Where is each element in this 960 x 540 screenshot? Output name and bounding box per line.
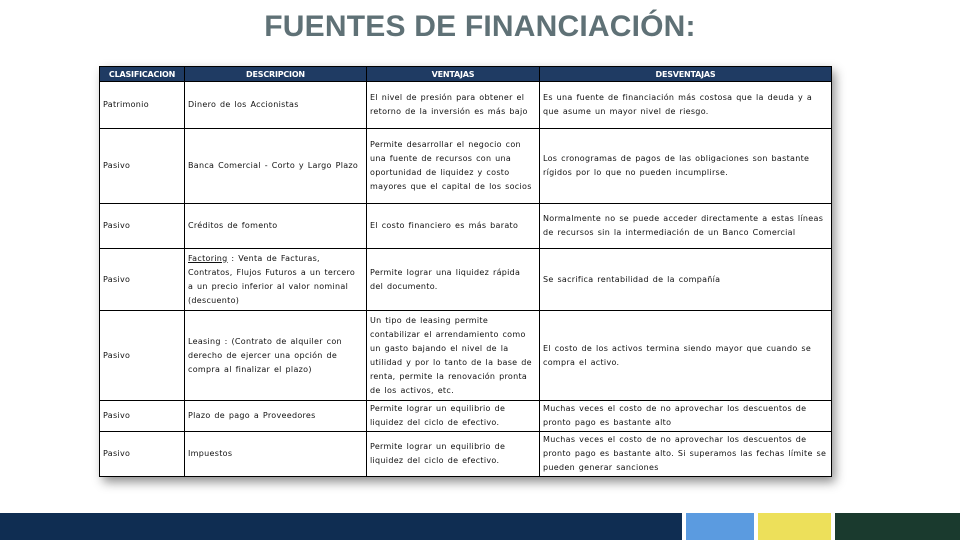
cell-descripcion: Impuestos <box>185 432 367 477</box>
cell-descripcion: Créditos de fomento <box>185 204 367 249</box>
cell-desventajas: El costo de los activos termina siendo mayor que cuando se compra el activo. <box>540 311 832 401</box>
cell-clasificacion: Pasivo <box>100 432 185 477</box>
footer-band <box>0 513 960 540</box>
cell-desventajas: Se sacrifica rentabilidad de la compañía <box>540 249 832 311</box>
cell-descripcion: Banca Comercial - Corto y Largo Plazo <box>185 129 367 204</box>
cell-clasificacion: Patrimonio <box>100 82 185 129</box>
cell-desventajas: Muchas veces el costo de no aprovechar los descuentos de pronto pago es bastante alto <box>540 401 832 432</box>
table-row <box>100 204 832 249</box>
footer-bar-yellow <box>758 513 831 540</box>
cell-descripcion <box>185 249 367 311</box>
cell-ventajas: Permite lograr una liquidez rápida del documento. <box>367 249 540 311</box>
header-ventajas: VENTAJAS <box>367 67 540 82</box>
header-descripcion: DESCRIPCION <box>185 67 367 82</box>
cell-ventajas: El nivel de presión para obtener el retorno de la inversión es más bajo <box>367 82 540 129</box>
cell-descripcion: Leasing : (Contrato de alquiler con derecho de ejercer una opción de compra al finalizar el plazo) <box>185 311 367 401</box>
cell-desventajas: Normalmente no se puede acceder directamente a estas líneas de recursos sin la intermediación de un Banco Comercial <box>540 204 832 249</box>
cell-descripcion: Dinero de los Accionistas <box>185 82 367 129</box>
slide-title: FUENTES DE FINANCIACIÓN: <box>264 10 696 43</box>
cell-ventajas: Permite lograr un equilibrio de liquidez del ciclo de efectivo. <box>367 401 540 432</box>
factoring-term: Factoring <box>188 253 228 263</box>
footer-bar-blue <box>686 513 754 540</box>
table-row <box>100 129 832 204</box>
table-header-row <box>100 67 832 82</box>
cell-desventajas: Los cronogramas de pagos de las obligaciones son bastante rígidos por lo que no pueden incumplirse. <box>540 129 832 204</box>
header-clasificacion: CLASIFICACION <box>100 67 185 82</box>
cell-desventajas: Muchas veces el costo de no aprovechar los descuentos de pronto pago es bastante alto. Si superamos las fechas límite se pueden generar sanciones <box>540 432 832 477</box>
cell-descripcion: Plazo de pago a Proveedores <box>185 401 367 432</box>
cell-ventajas: Un tipo de leasing permite contabilizar el arrendamiento como un gasto bajando el nivel de la utilidad y por lo tanto de la base de renta, permite la renovación pronta de los activos, etc. <box>367 311 540 401</box>
cell-ventajas: Permite lograr un equilibrio de liquidez del ciclo de efectivo. <box>367 432 540 477</box>
cell-clasificacion: Pasivo <box>100 249 185 311</box>
cell-clasificacion: Pasivo <box>100 204 185 249</box>
cell-clasificacion: Pasivo <box>100 311 185 401</box>
table-row <box>100 432 832 477</box>
cell-desventajas: Es una fuente de financiación más costosa que la deuda y a que asume un mayor nivel de riesgo. <box>540 82 832 129</box>
table-row <box>100 311 832 401</box>
financing-table-container <box>99 66 831 477</box>
footer-bar-green <box>835 513 960 540</box>
cell-ventajas: Permite desarrollar el negocio con una fuente de recursos con una oportunidad de liquidez y costo mayores que el capital de los socios <box>367 129 540 204</box>
header-desventajas: DESVENTAJAS <box>540 67 832 82</box>
cell-ventajas: El costo financiero es más barato <box>367 204 540 249</box>
cell-clasificacion: Pasivo <box>100 129 185 204</box>
financing-sources-table <box>99 66 832 477</box>
footer-bar-navy <box>0 513 682 540</box>
table-row <box>100 82 832 129</box>
table-row <box>100 401 832 432</box>
cell-clasificacion: Pasivo <box>100 401 185 432</box>
table-row <box>100 249 832 311</box>
factoring-description: : Venta de Facturas, Contratos, Flujos Futuros a un tercero a un precio inferior al valor nominal (descuento) <box>188 253 356 305</box>
